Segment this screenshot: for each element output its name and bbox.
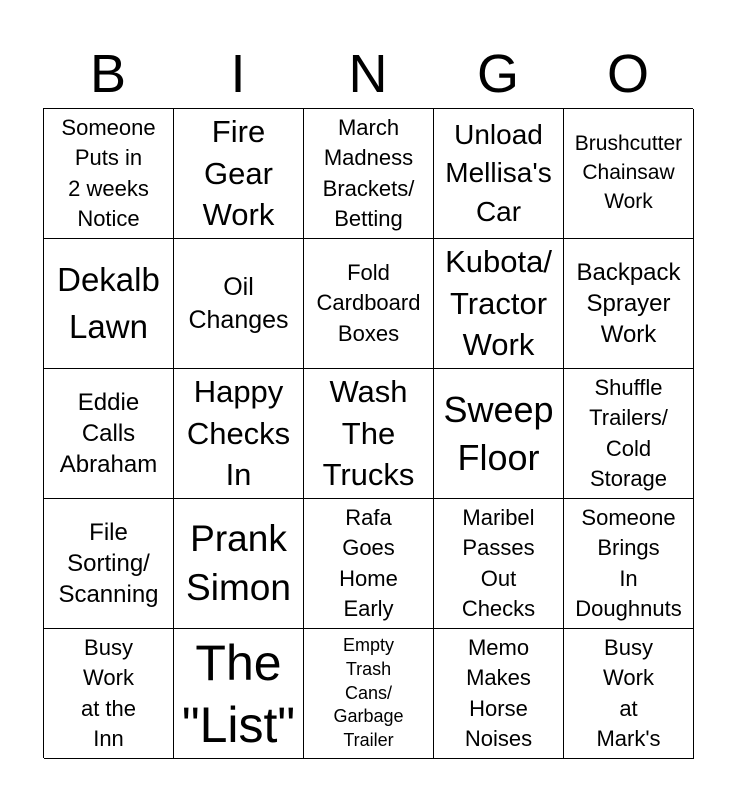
cell-text: Kubota/ Tractor Work [445,244,552,363]
cell-text: Sweep Floor [443,388,554,478]
cell-text: Rafa Goes Home Early [339,504,398,621]
cell-text: Oil Changes [188,273,289,334]
cell-text: Prank Simon [186,518,291,608]
header-letter-n: N [348,44,388,104]
bingo-cell[interactable] [564,109,694,239]
bingo-cell[interactable] [304,109,434,239]
bingo-cell[interactable] [174,109,304,239]
bingo-header [43,42,693,106]
bingo-cell[interactable] [564,369,694,499]
bingo-cell[interactable] [174,499,304,629]
bingo-cell[interactable] [564,239,694,369]
cell-text: Shuffle Trailers/ Cold Storage [589,374,668,491]
cell-text: Eddie Calls Abraham [59,388,158,479]
bingo-board [43,108,693,758]
cell-text: Empty Trash Cans/ Garbage Trailer [333,634,404,751]
bingo-cell[interactable] [304,499,434,629]
header-letter-b: B [89,44,127,104]
bingo-cell[interactable] [434,369,564,499]
header-letter-o: O [606,44,649,104]
bingo-cell[interactable] [304,629,434,759]
cell-text: Fire Gear Work [202,114,275,233]
cell-text: Wash The Trucks [322,374,415,493]
header-letter-g: G [476,44,519,104]
header-letter-i: I [230,44,246,104]
cell-text: Maribel Passes Out Checks [461,504,536,621]
bingo-cell[interactable] [44,499,174,629]
bingo-cell[interactable] [564,499,694,629]
cell-text: Unload Mellisa's Car [445,118,552,227]
cell-text: The "List" [181,634,296,753]
cell-text: Happy Checks In [186,374,291,493]
bingo-cell[interactable] [174,369,304,499]
cell-text: Busy Work at the Inn [80,634,137,751]
cell-text: March Madness Brackets/ Betting [322,114,415,231]
bingo-cell[interactable] [434,499,564,629]
bingo-cell[interactable] [304,239,434,369]
cell-text: Someone Puts in 2 weeks Notice [61,114,156,231]
cell-text: Someone Brings In Doughnuts [575,504,682,621]
bingo-cell[interactable] [564,629,694,759]
bingo-cell[interactable] [44,369,174,499]
bingo-cell[interactable] [434,239,564,369]
cell-text: Dekalb Lawn [57,261,160,345]
bingo-cell[interactable] [174,239,304,369]
bingo-cell[interactable] [44,629,174,759]
bingo-cell[interactable] [174,629,304,759]
bingo-cell[interactable] [44,109,174,239]
cell-text: Fold Cardboard Boxes [316,259,421,346]
cell-text: Brushcutter Chainsaw Work [574,132,683,213]
bingo-cell[interactable] [44,239,174,369]
cell-text: Backpack Sprayer Work [576,258,681,349]
cell-text: Memo Makes Horse Noises [464,634,533,751]
cell-text: File Sorting/ Scanning [58,518,159,609]
bingo-cell[interactable] [434,109,564,239]
bingo-cell[interactable] [304,369,434,499]
bingo-cell[interactable] [434,629,564,759]
cell-text: Busy Work at Mark's [596,634,661,751]
